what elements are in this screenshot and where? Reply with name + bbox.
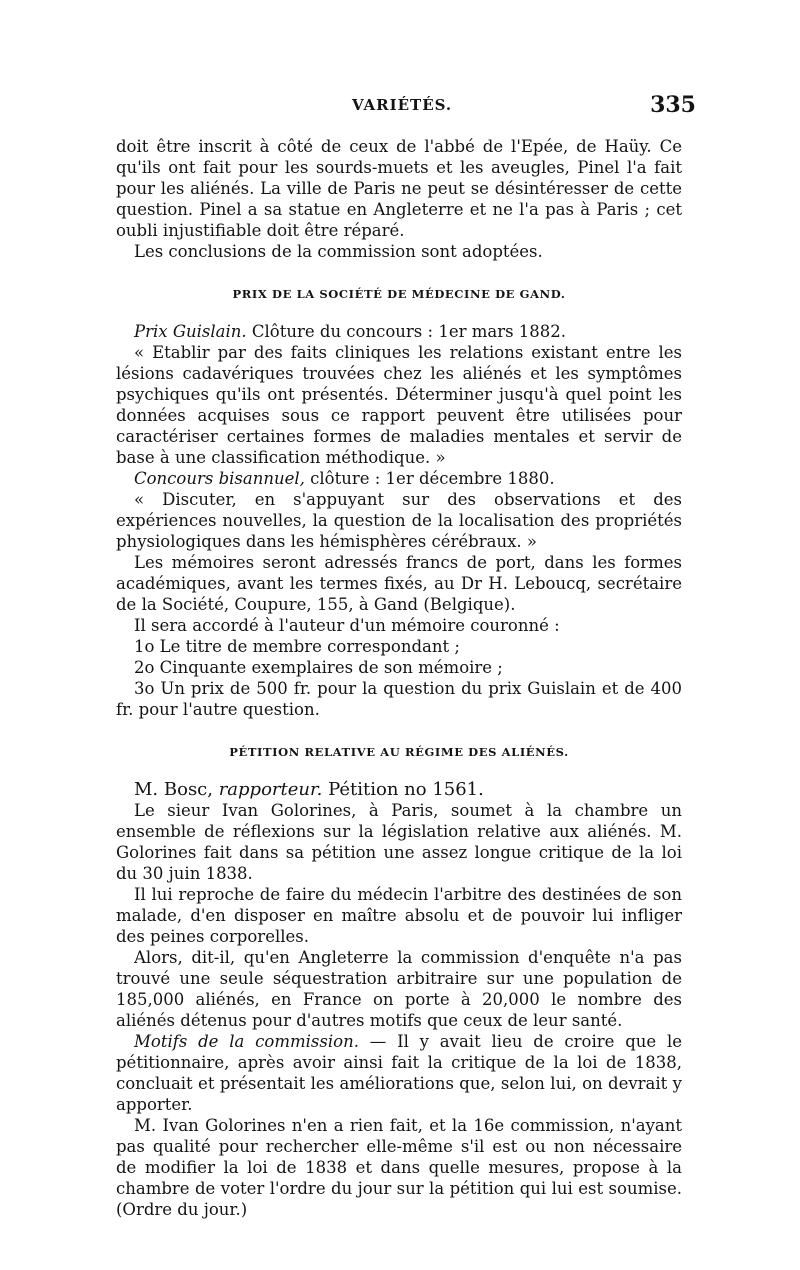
petition-paragraph-3: Alors, dit-il, qu'en Angleterre la commission d'enquête n'a pas trouvé une seule séquestration arbitraire sur une population de 185,000 aliénés, en France on porte à 20,000 le nombre des aliénés détenus pour d'autres motifs que ceux de leur santé. [116,948,682,1030]
rapporteur-label: rapporteur. [218,779,323,800]
closing-paragraph: M. Ivan Golorines n'en a rien fait, et la 16e commission, n'ayant pas qualité pour rechercher elle-même s'il est ou non nécessaire de modifier la loi de 1838 et dans quelle mesures, propose à la chambre de voter l'ordre du jour sur la pétition qui lui est soumise. (Ordre du jour.) [116,1116,682,1219]
running-title: VARIÉTÉS. [352,96,453,114]
motifs-label: Motifs de la commission. [134,1032,359,1051]
concours-text: clôture : 1er décembre 1880. [304,469,555,488]
concours-label: Concours bisannuel, [134,469,305,488]
motifs-text: — Il y avait lieu de croire que le pétitionnaire, après avoir ainsi fait la critique de la loi de 1838, concluait et présentait les améliorations que, selon lui, on devrait y apporter. [116,1032,683,1114]
page-number: 335 [650,92,696,118]
award-item-1: 1o Le titre de membre correspondant ; [134,637,460,656]
prize-line [116,321,682,342]
rapporteur-line [116,779,682,800]
award-item-2: 2o Cinquante exemplaires de son mémoire ; [134,658,503,677]
section-heading-prix: PRIX DE LA SOCIÉTÉ DE MÉDECINE DE GAND. [232,287,566,301]
prize-question-2: « Discuter, en s'appuyant sur des observations et des expériences nouvelles, la question de la localisation des propriétés physiologiques dans les hémisphères cérébraux. » [116,490,682,551]
page-header [116,92,696,120]
prize-text: Clôture du concours : 1er mars 1882. [246,322,567,341]
section-heading-petition: PÉTITION RELATIVE AU RÉGIME DES ALIÉNÉS. [229,745,569,759]
petition-paragraph-2: Il lui reproche de faire du médecin l'arbitre des destinées de son malade, d'en disposer en maître absolu et de pouvoir lui infliger des peines corporelles. [116,885,682,946]
prize-question-1: « Etablir par des faits cliniques les relations existant entre les lésions cadavériques trouvées chez les aliénés et les symptômes psychiques qu'ils ont présentés. Déterminer jusqu'à quel point les données acquises sous ce rapport peuvent être utilisées pour caractériser certaines formes de maladies mentales et servir de base à une classification méthodique. » [116,343,682,467]
prize-label: Prix Guislain. [134,322,247,341]
memoires-paragraph: Les mémoires seront adressés francs de port, dans les formes académiques, avant les termes fixés, au Dr H. Leboucq, secrétaire de la Société, Coupure, 155, à Gand (Belgique). [116,553,682,614]
conclusion-paragraph: Les conclusions de la commission sont adoptées. [134,242,543,261]
rapporteur-post: Pétition no 1561. [322,779,484,800]
concours-line [116,468,682,489]
award-item-3: 3o Un prix de 500 fr. pour la question du prix Guislain et de 400 fr. pour l'autre question. [116,679,682,719]
petition-paragraph-1: Le sieur Ivan Golorines, à Paris, soumet à la chambre un ensemble de réflexions sur la législation relative aux aliénés. M. Golorines fait dans sa pétition une assez longue critique de la loi du 30 juin 1838. [116,801,682,883]
accorde-line: Il sera accordé à l'auteur d'un mémoire couronné : [134,616,560,635]
intro-paragraph: doit être inscrit à côté de ceux de l'abbé de l'Epée, de Haüy. Ce qu'ils ont fait pour les sourds-muets et les aveugles, Pinel l'a fait pour les aliénés. La ville de Paris ne peut se désintéresser de cette question. Pinel a sa statue en Angleterre et ne l'a pas à Paris ; cet oubli injustifiable doit être réparé. [116,137,682,240]
rapporteur-pre: M. Bosc, [134,779,219,800]
page-body [116,136,682,1220]
motifs-paragraph [116,1031,682,1115]
